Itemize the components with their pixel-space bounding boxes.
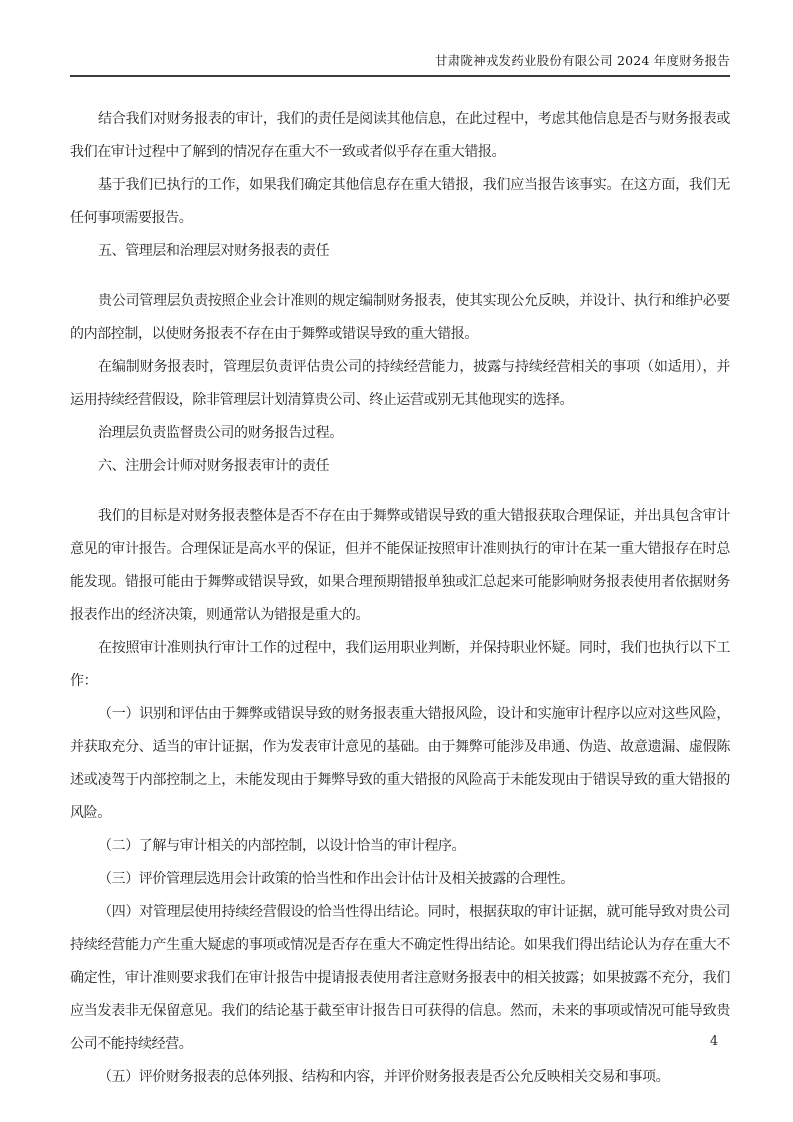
paragraph-going-concern-assessment: 在编制财务报表时，管理层负责评估贵公司的持续经营能力，披露与持续经营相关的事项（如适用），并运用持续经营假设，除非管理层计划清算贵公司、终止运营或别无其他现实的选择。 — [70, 359, 730, 408]
paragraph-item-4-going-concern-conclusion: （四）对管理层使用持续经营假设的恰当性得出结论。同时，根据获取的审计证据，就可能导致对贵公司持续经营能力产生重大疑虑的事项或情况是否存在重大不确定性得出结论。如果我们得出结论认为存在重大不确定性，审计准则要求我们在审计报告中提请报表使用者注意财务报表中的相关披露；如果披露不充分，我们应当发表非无保留意见。我们的结论基于截至审计报告日可获得的信息。然而，未来的事项或情况可能导致贵公司不能持续经营。 — [70, 904, 730, 1052]
section-heading-6-auditor-responsibility: 六、注册会计师对财务报表审计的责任 — [98, 458, 330, 474]
paragraph-professional-judgment: 在按照审计准则执行审计工作的过程中，我们运用职业判断，并保持职业怀疑。同时，我们也执行以下工作： — [70, 640, 730, 689]
paragraph-item-3-accounting-policies: （三）评价管理层选用会计政策的恰当性和作出会计估计及相关披露的合理性。 — [98, 871, 574, 887]
paragraph-other-info-responsibility: 结合我们对财务报表的审计，我们的责任是阅读其他信息，在此过程中，考虑其他信息是否与财务报表或我们在审计过程中了解到的情况存在重大不一致或者似乎存在重大错报。 — [70, 111, 730, 160]
paragraph-item-5-overall-presentation: （五）评价财务报表的总体列报、结构和内容，并评价财务报表是否公允反映相关交易和事项。 — [98, 1069, 670, 1085]
page-header — [70, 52, 730, 77]
section-heading-5-management-responsibility: 五、管理层和治理层对财务报表的责任 — [98, 243, 330, 259]
paragraph-item-1-risk-identification: （一）识别和评估由于舞弊或错误导致的财务报表重大错报风险，设计和实施审计程序以应对这些风险，并获取充分、适当的审计证据，作为发表审计意见的基础。由于舞弊可能涉及串通、伪造、故意遗漏、虚假陈述或凌驾于内部控制之上，未能发现由于舞弊导致的重大错报的风险高于未能发现由于错误导致的重大错报的风险。 — [70, 706, 730, 821]
paragraph-item-2-internal-control: （二）了解与审计相关的内部控制，以设计恰当的审计程序。 — [98, 838, 466, 854]
paragraph-management-prepares-statements: 贵公司管理层负责按照企业会计准则的规定编制财务报表，使其实现公允反映，并设计、执行和维护必要的内部控制，以使财务报表不存在由于舞弊或错误导致的重大错报。 — [70, 293, 730, 342]
document-body — [70, 103, 730, 1094]
paragraph-audit-objective: 我们的目标是对财务报表整体是否不存在由于舞弊或错误导致的重大错报获取合理保证，并出具包含审计意见的审计报告。合理保证是高水平的保证，但并不能保证按照审计准则执行的审计在某一重大错报存在时总能发现。错报可能由于舞弊或错误导致，如果合理预期错报单独或汇总起来可能影响财务报表使用者依据财务报表作出的经济决策，则通常认为错报是重大的。 — [70, 508, 730, 623]
paragraph-governance-oversight: 治理层负责监督贵公司的财务报告过程。 — [98, 425, 343, 441]
page-number: 4 — [709, 1034, 719, 1049]
header-title: 甘肃陇神戎发药业股份有限公司 2024 年度财务报告 — [435, 53, 730, 68]
paragraph-report-fact: 基于我们已执行的工作，如果我们确定其他信息存在重大错报，我们应当报告该事实。在这方面，我们无任何事项需要报告。 — [70, 177, 730, 226]
